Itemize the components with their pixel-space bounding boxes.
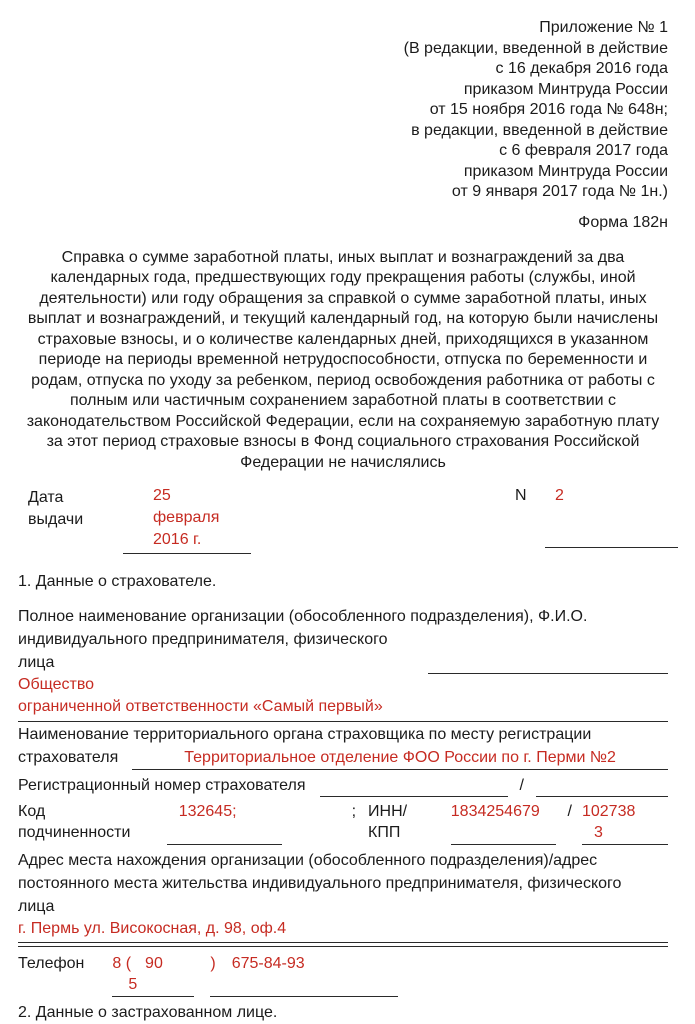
registration-number-row [18, 774, 668, 797]
phone-area-code-line2[interactable]: 5 [128, 976, 138, 993]
appendix-line: с 6 февраля 2017 года [499, 142, 668, 159]
certificate-number-label: N [515, 487, 527, 504]
registration-number-fill-1[interactable] [320, 774, 508, 797]
appendix-line: от 9 января 2017 года № 1н.) [451, 183, 668, 200]
kpp-value-line1[interactable]: 102738 [581, 803, 636, 820]
address-label-tail: лица [18, 898, 55, 915]
inn-kpp-separator: / [567, 803, 572, 820]
date-issued-year[interactable]: 2016 г. [153, 531, 202, 548]
address-value[interactable]: г. Пермь ул. Високосная, д. 98, оф.4 [18, 918, 668, 943]
territorial-body-row [18, 746, 668, 770]
section1-heading: 1. Данные о страхователе. [18, 573, 217, 590]
territorial-body-value[interactable]: Территориальное отделение ФОО России по г. Перми №2 [132, 746, 668, 770]
certificate-number-value[interactable]: 2 [555, 487, 564, 504]
subordination-code-label: Код подчиненности [18, 803, 131, 841]
phone-row [18, 951, 668, 997]
appendix-line: Приложение № 1 [539, 19, 668, 36]
date-issued-label-line1: Дата [28, 489, 64, 506]
registration-number-separator: / [519, 777, 524, 794]
phone-value-number[interactable] [210, 951, 398, 997]
certificate-number-fill-line[interactable] [545, 547, 678, 548]
form-number-label: Форма 182н [578, 213, 668, 231]
appendix-line: от 15 ноября 2016 года № 648н; [429, 101, 668, 118]
section2-heading: 2. Данные о застрахованном лице. [18, 1004, 278, 1021]
org-name-label: Полное наименование организации (обособленного подразделения), Ф.И.О. индивидуального предпринимателя, физического [18, 608, 588, 648]
date-issued-label-line2: выдачи [28, 511, 84, 528]
address-label: Адрес места нахождения организации (обособленного подразделения)/адрес постоянного места жительства индивидуального предпринимателя, физического [18, 852, 622, 892]
date-issued-month[interactable]: февраля [153, 509, 220, 526]
phone-prefix[interactable]: 8 ( [112, 955, 132, 972]
address-double-rule [18, 946, 668, 947]
appendix-line: (В редакции, введенной в действие [403, 39, 668, 57]
subordination-separator: ; [351, 803, 357, 820]
org-name-fill-line[interactable] [428, 653, 668, 674]
inn-kpp-label: ИНН/КПП [368, 803, 408, 841]
date-issued-label [28, 487, 83, 531]
territorial-body-label-tail: страхователя [18, 749, 119, 766]
territorial-body-label: Наименование территориального органа страховщика по месту регистрации [18, 726, 592, 743]
phone-close-paren[interactable]: ) [210, 955, 216, 972]
appendix-line: приказом Минтруда России [463, 162, 668, 180]
issue-row [18, 485, 668, 565]
appendix-line: с 16 декабря 2016 года [495, 60, 668, 77]
kpp-value[interactable] [582, 799, 668, 845]
subordination-code-value[interactable]: 132645; [167, 799, 282, 845]
appendix-line: приказом Минтруда России [463, 80, 668, 98]
date-issued-day[interactable]: 25 [153, 487, 171, 504]
inn-value[interactable]: 1834254679 [451, 799, 556, 845]
date-issued-value[interactable] [123, 485, 251, 554]
appendix-block [18, 18, 668, 203]
org-name-value-line2[interactable]: ограниченной ответственности «Самый первый» [18, 696, 668, 722]
appendix-line: в редакции, введенной в действие [411, 121, 668, 139]
org-name-label-row [18, 651, 668, 674]
registration-number-fill-2[interactable] [536, 774, 668, 797]
kpp-value-line2[interactable]: 3 [593, 824, 603, 841]
phone-area-code-line1[interactable]: 90 [145, 955, 163, 972]
org-name-value-line1[interactable]: Общество [18, 676, 95, 693]
phone-value-area-code[interactable] [112, 951, 194, 997]
phone-number[interactable]: 675-84-93 [231, 955, 305, 972]
certificate-title: Справка о сумме заработной платы, иных выплат и вознаграждений за два календарных года, предшествующих году прекращения работы (службы, иной деятельности) или году обращения за справкой о сумме заработной платы, иных выплат и вознаграждений, и текущий календарный год, на которую были начислены страховые взносы, и о количестве календарных дней, приходящихся в указанном периоде на периоды временной нетрудоспособности, отпуска по беременности и родам, отпуска по уходу за ребенком, период освобождения работника от работы с полным или частичным сохранением заработной платы в соответствии с законодательством Российской Федерации, если на сохраняемую заработную плату за этот период страховые взносы в Фонд социального страхования Российской Федерации не начислялись [26, 248, 660, 471]
subordination-row [18, 799, 668, 845]
registration-number-label: Регистрационный номер страхователя [18, 777, 306, 794]
org-name-label-tail: лица [18, 654, 55, 671]
phone-label: Телефон [18, 955, 85, 972]
